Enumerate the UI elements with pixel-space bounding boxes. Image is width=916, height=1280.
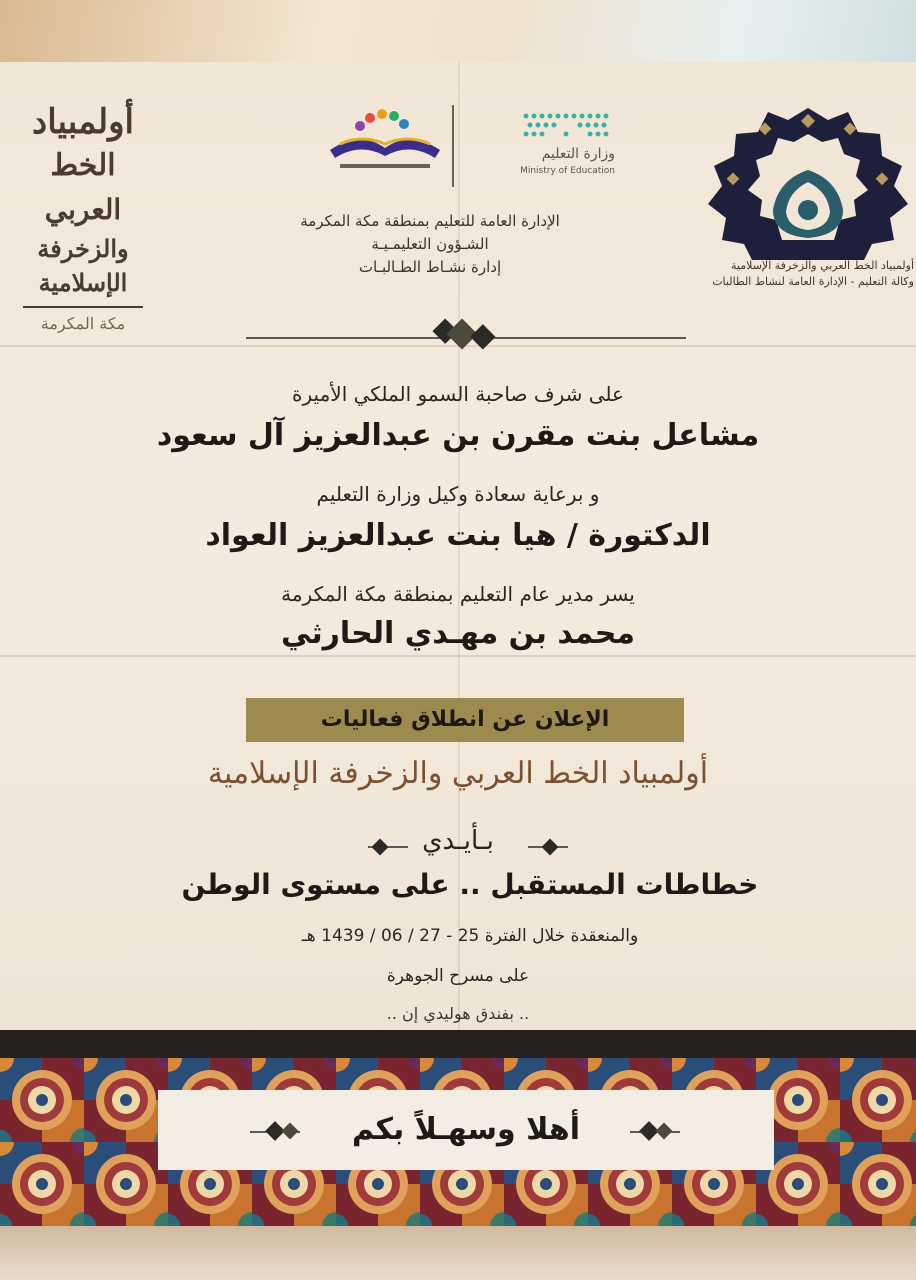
olympiad-calligraphy-logo [8, 100, 158, 360]
patronage-intro: على شرف صاحبة السمو الملكي الأميرة [292, 382, 624, 406]
right-logo-caption [690, 258, 914, 290]
announcement-banner: الإعلان عن انطلاق فعاليات [246, 698, 684, 742]
logo-line: والزخرفة [37, 234, 129, 263]
floor-background [0, 1220, 916, 1280]
islamic-ornament-icon [698, 100, 916, 260]
logo-line: أولمبياد [32, 102, 134, 142]
calligraphers-line: خطاطات المستقبل .. على مستوى الوطن [181, 868, 759, 901]
right-caption-line1: أولمبياد الخط العربي والزخرفة الإسلامية [731, 259, 914, 272]
event-venue: على مسرح الجوهرة [386, 966, 530, 986]
ornamental-divider [246, 312, 686, 352]
logo-line: الإسلامية [38, 268, 128, 297]
sponsor-intro: و برعاية سعادة وكيل وزارة التعليم [316, 482, 600, 506]
princess-name: مشاعل بنت مقرن بن عبدالعزيز آل سعود [156, 418, 760, 453]
director-intro: يسر مدير عام التعليم بمنطقة مكة المكرمة [281, 582, 635, 606]
header-logos [320, 100, 620, 195]
welcome-text: أهلا وسهـلاً بكم [352, 1112, 580, 1147]
event-dates: والمنعقدة خلال الفترة 25 - 27 / 06 / 1439 هـ [301, 926, 639, 946]
right-caption-line2: وكالة التعليم - الإدارة العامة لنشاط الطالبات [712, 275, 914, 288]
logo-line: الخط [50, 148, 116, 183]
department-line2: الشـؤون التعليمـيـة [371, 235, 489, 253]
ministry-dots-icon [520, 108, 615, 142]
dark-band [0, 1030, 916, 1060]
director-name: محمد بن مهـدي الحارثي [280, 616, 635, 651]
logo-separator [452, 105, 454, 187]
logo-underline [23, 306, 143, 308]
department-line1: الإدارة العامة للتعليم بمنطقة مكة المكرمة [300, 212, 560, 230]
ministry-name-english: Ministry of Education [520, 166, 615, 176]
event-hotel: .. بفندق هوليدي إن .. [386, 1004, 530, 1023]
department-line3: إدارة نشـاط الطـالبـات [358, 258, 502, 276]
ministry-name-arabic: وزارة التعليم [541, 146, 615, 162]
department-block [240, 210, 620, 279]
olympiad-title: أولمبياد الخط العربي والزخرفة الإسلامية [207, 756, 709, 791]
sponsor-name: الدكتورة / هيا بنت عبدالعزيز العواد [205, 518, 711, 553]
book-logo-icon [320, 100, 450, 180]
logo-city: مكة المكرمة [40, 314, 126, 333]
by-hands-text: بـأيـدي [422, 826, 494, 856]
logo-line: العربي [44, 193, 122, 226]
